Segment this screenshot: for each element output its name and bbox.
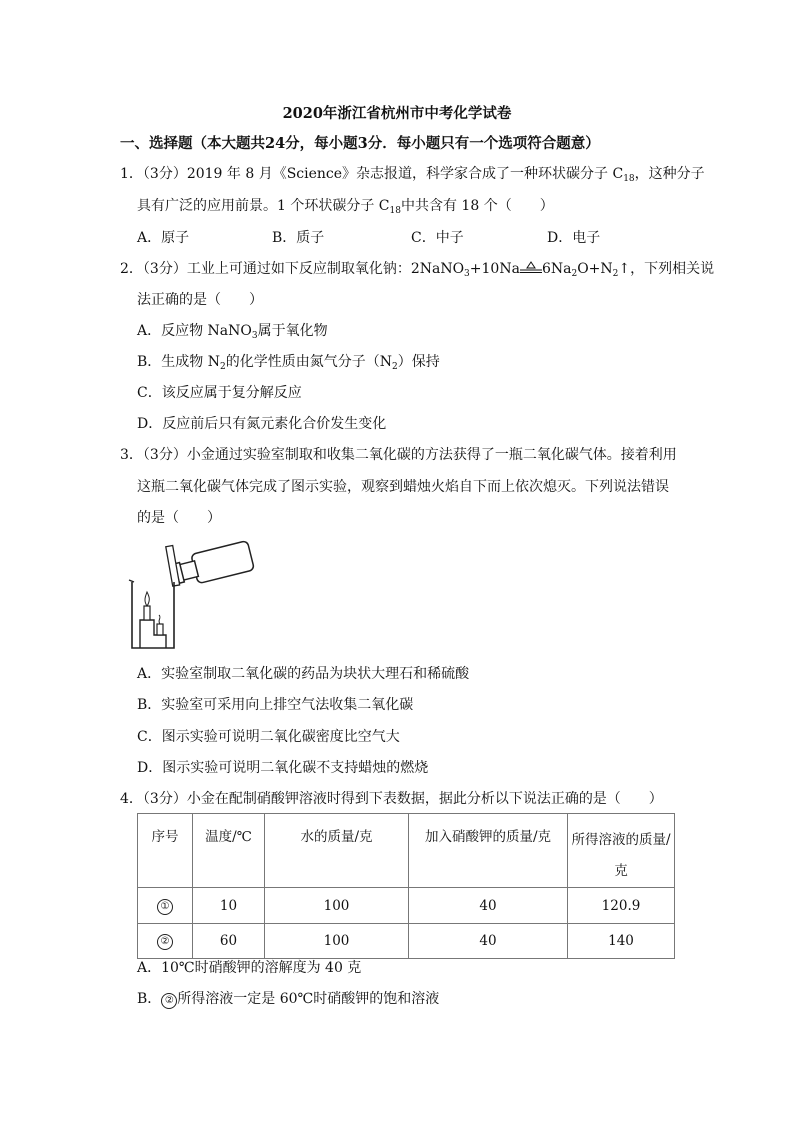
q4-option-b-text: 所得溶液一定是 60℃时硝酸钾的饱和溶液 (177, 991, 440, 1007)
q3-line-2: 这瓶二氧化碳气体完成了图示实验，观察到蜡烛火焰自下而上依次熄灭。下列说法错误 (137, 479, 669, 495)
subscript: 2 (220, 362, 226, 372)
subscript: 18 (623, 174, 635, 184)
table-header-row (138, 814, 675, 888)
row-number-badge: ① (157, 899, 173, 915)
q1-line-2 (137, 196, 554, 216)
q2-option-d[interactable]: D．反应前后只有氮元素化合价发生变化 (137, 416, 387, 432)
header-text: 克 (614, 863, 628, 879)
subscript: 2 (571, 269, 578, 279)
section-heading: 一、选择题（本大题共24分，每小题3分．每小题只有一个选项符合题意） (120, 135, 600, 152)
table-cell: 40 (409, 888, 568, 924)
q4-option-a[interactable]: A．10℃时硝酸钾的溶解度为 40 克 (137, 960, 362, 976)
q1-option-c[interactable]: C．中子 (411, 230, 464, 246)
table-cell: 100 (265, 888, 409, 924)
table-cell: 140 (568, 924, 675, 959)
subscript: 18 (389, 206, 401, 216)
q1-text: ，这种分子 (634, 166, 705, 182)
table-cell: 100 (265, 924, 409, 959)
q2-line-1 (120, 259, 714, 279)
heating-arrow-icon (520, 261, 542, 275)
q3-line-1: 3．（3分）小金通过实验室制取和收集二氧化碳的方法获得了一瓶二氧化碳气体。接着利用 (120, 447, 677, 463)
q3-option-c[interactable]: C．图示实验可说明二氧化碳密度比空气大 (137, 729, 400, 745)
header-cell: 加入硝酸钾的质量/克 (409, 814, 568, 888)
q2-line-2: 法正确的是（ ） (137, 292, 263, 308)
header-cell: 水的质量/克 (265, 814, 409, 888)
subscript: 3 (251, 331, 258, 341)
q2-option-b-text: B．生成物 N (137, 354, 220, 370)
q2-text: 6Na (541, 261, 572, 277)
page-title: 2020年浙江省杭州市中考化学试卷 (282, 105, 512, 122)
header-cell (568, 814, 675, 888)
q2-option-a[interactable] (137, 321, 328, 341)
q2-text: O+N (577, 261, 613, 277)
q2-text: ↑，下列相关说 (618, 261, 715, 277)
table-row (138, 888, 675, 924)
q1-text: 1．（3分）2019 年 8 月《Science》杂志报道，科学家合成了一种环状碳分子 C (120, 166, 624, 182)
q2-text: 2．（3分）工业上可通过如下反应制取氧化钠：2NaNO (120, 261, 465, 277)
q1-option-d[interactable]: D．电子 (547, 230, 601, 246)
circled-number: ② (161, 993, 177, 1009)
row-number-badge: ② (157, 934, 173, 950)
table-cell: 120.9 (568, 888, 675, 924)
q2-option-a-text: 属于氧化物 (257, 323, 328, 339)
q3-option-d[interactable]: D．图示实验可说明二氧化碳不支持蜡烛的燃烧 (137, 760, 429, 776)
q3-line-3: 的是（ ） (137, 510, 221, 526)
table-cell (138, 888, 193, 924)
q1-text: 中共含有 18 个（ ） (400, 198, 554, 214)
header-text: 所得溶液的质量/ (571, 832, 671, 848)
q4-line-1: 4．（3分）小金在配制硝酸钾溶液时得到下表数据，据此分析以下说法正确的是（ ） (120, 791, 663, 807)
table-cell: 40 (409, 924, 568, 959)
subscript: 2 (612, 269, 619, 279)
table-cell: 10 (193, 888, 265, 924)
q1-option-a[interactable]: A．原子 (137, 230, 190, 246)
header-cell: 序号 (138, 814, 193, 888)
q2-option-b-text: ）保持 (397, 354, 440, 370)
subscript: 2 (391, 362, 398, 372)
co2-candle-experiment-image (126, 540, 256, 652)
q2-option-a-text: A．反应物 NaNO (137, 323, 252, 339)
table-row (138, 924, 675, 959)
table-cell (138, 924, 193, 959)
q1-text: 具有广泛的应用前景。1 个环状碳分子 C (137, 198, 390, 214)
q4-option-b[interactable] (137, 989, 439, 1009)
header-cell: 温度/℃ (193, 814, 265, 888)
q2-text: +10Na (469, 261, 520, 277)
data-table (137, 813, 675, 959)
subscript: 3 (464, 269, 470, 279)
q3-option-b[interactable]: B．实验室可采用向上排空气法收集二氧化碳 (137, 697, 414, 713)
table-cell: 60 (193, 924, 265, 959)
q1-line-1 (120, 164, 705, 184)
q2-option-c[interactable]: C．该反应属于复分解反应 (137, 385, 302, 401)
q1-option-b[interactable]: B．质子 (272, 230, 325, 246)
q2-option-b-text: 的化学性质由氮气分子（N (225, 354, 392, 370)
q4-option-b-text: B． (137, 991, 162, 1007)
q3-option-a[interactable]: A．实验室制取二氧化碳的药品为块状大理石和稀硫酸 (137, 666, 470, 682)
q2-option-b[interactable] (137, 352, 440, 372)
